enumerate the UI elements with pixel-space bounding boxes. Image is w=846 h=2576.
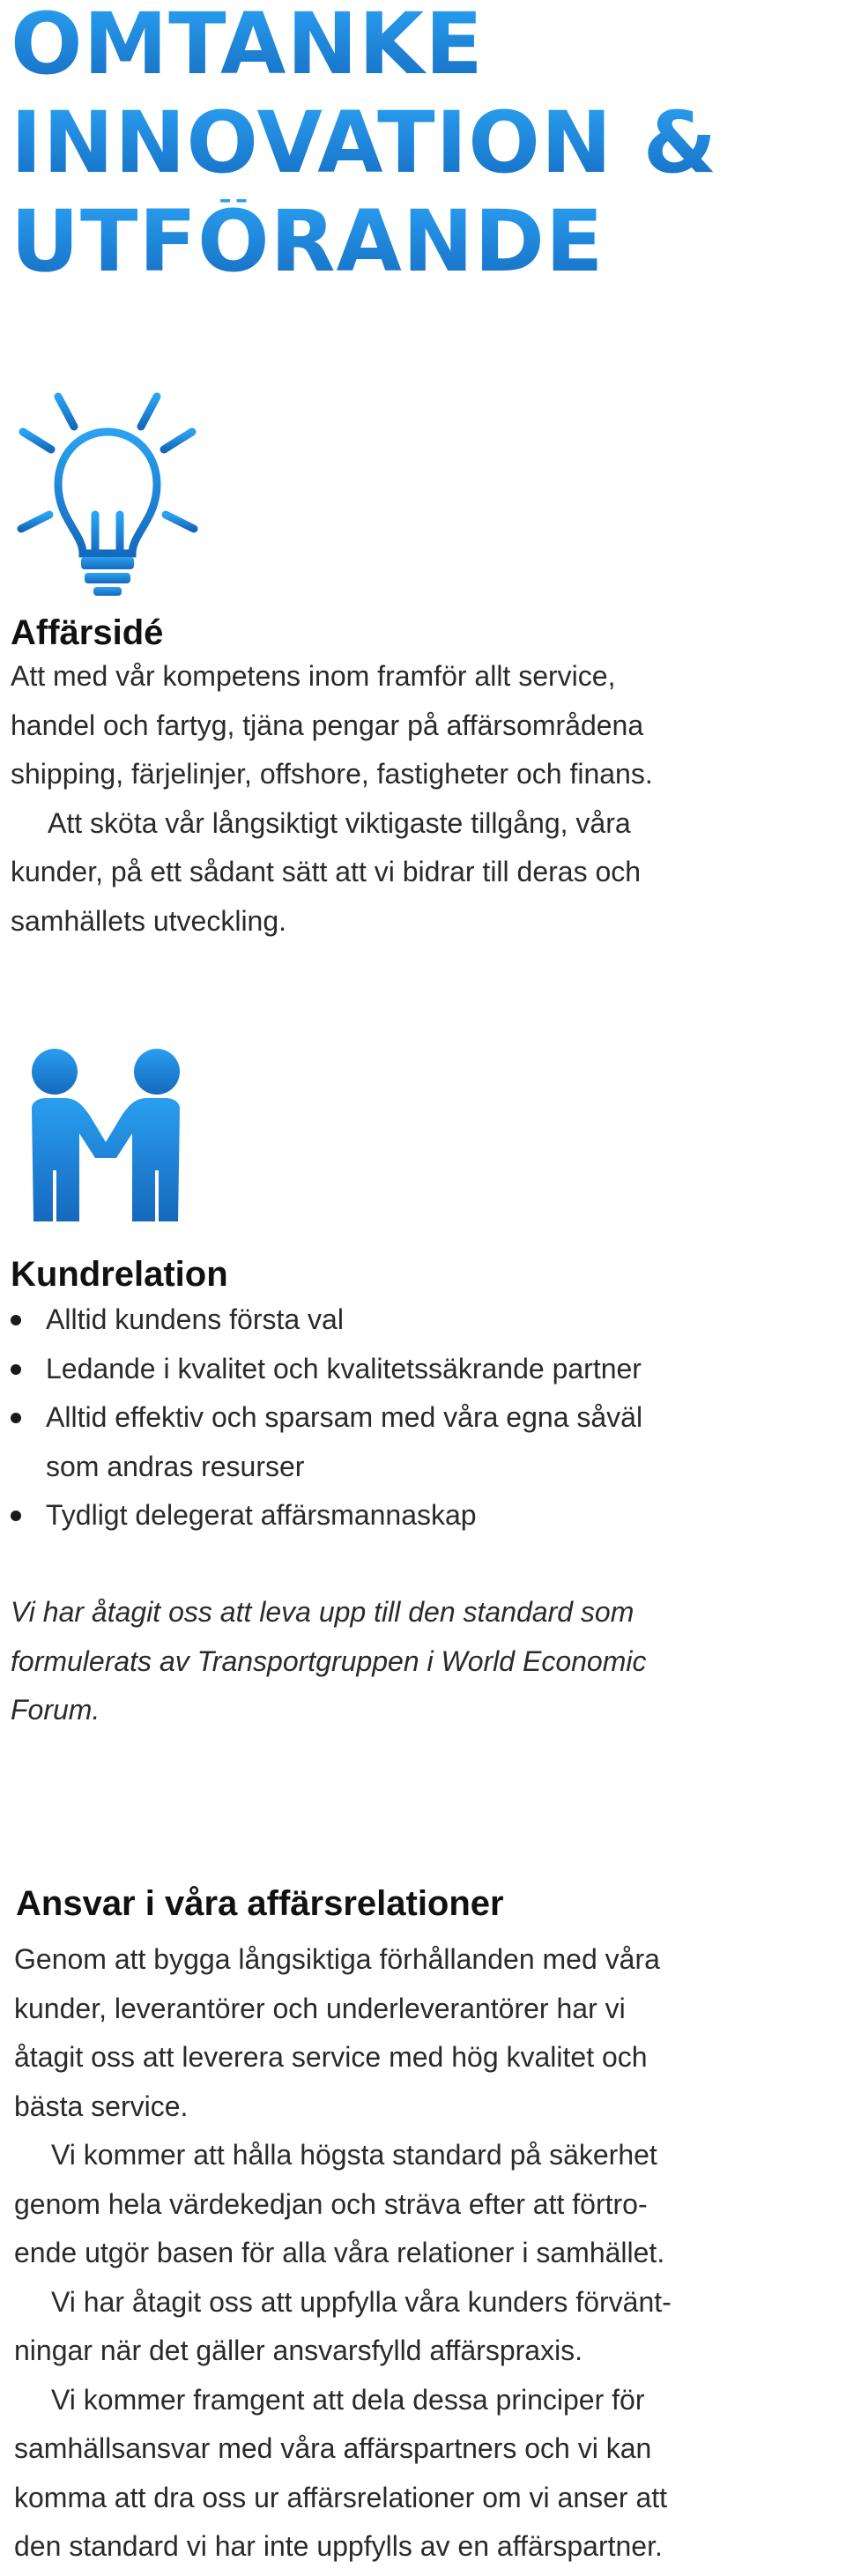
ansvar-line: komma att dra oss ur affärsrelationer om vi anser att xyxy=(14,2481,668,2513)
ansvar-line: samhällsansvar med våra affärspartners och vi kan xyxy=(14,2432,652,2464)
ansvar-line: den standard vi har inte uppfylls av en affärspartner. xyxy=(14,2530,663,2562)
affarside-line: kunder, på ett sådant sätt att vi bidrar till deras och xyxy=(11,856,642,887)
people-holding-hands-icon xyxy=(26,1047,185,1223)
ansvar-line: Vi har åtagit oss att uppfylla våra kunders förvänt- xyxy=(51,2285,672,2318)
list-item xyxy=(11,1393,642,1491)
bullet-icon xyxy=(11,1364,21,1375)
ansvar-heading: Ansvar i våra affärsrelationer xyxy=(16,1884,504,1923)
affarside-line: Att med vår kompetens inom framför allt service, xyxy=(11,660,616,692)
kundrelation-heading: Kundrelation xyxy=(11,1255,228,1294)
affarside-line: handel och fartyg, tjäna pengar på affärsområdena xyxy=(11,709,644,741)
list-item-text: Alltid effektiv och sparsam med våra egna såväl xyxy=(46,1401,643,1433)
affarside-line: Att sköta vår långsiktigt viktigaste tillgång, våra xyxy=(48,806,631,839)
page-title-line-3: UTFÖRANDE xyxy=(11,192,605,291)
affarside-line: shipping, färjelinjer, offshore, fastigheter och finans. xyxy=(11,758,653,790)
bullet-icon xyxy=(11,1511,21,1521)
lightbulb-icon xyxy=(2,377,213,598)
ansvar-line: kunder, leverantörer och underleverantörer har vi xyxy=(14,1992,626,2024)
bullet-icon xyxy=(11,1315,21,1325)
affarside-line: samhällets utveckling. xyxy=(11,904,287,937)
page-title-line-2: INNOVATION & xyxy=(11,93,718,192)
list-item-text: som andras resurser xyxy=(46,1450,305,1482)
list-item xyxy=(11,1491,642,1540)
list-item xyxy=(11,1345,642,1394)
kundrelation-bullet-list xyxy=(11,1295,642,1540)
ansvar-line: åtagit oss att leverera service med hög kvalitet och xyxy=(14,2041,648,2073)
kundrelation-statement xyxy=(11,1588,646,1735)
list-item xyxy=(11,1295,642,1345)
list-item-text: Alltid kundens första val xyxy=(46,1303,344,1335)
ansvar-line: Vi kommer framgent att dela dessa principer för xyxy=(51,2383,645,2416)
ansvar-line: ningar när det gäller ansvarsfylld affärspraxis. xyxy=(14,2335,583,2366)
ansvar-line: Genom att bygga långsiktiga förhållanden med våra xyxy=(14,1943,660,1975)
statement-line: Forum. xyxy=(11,1694,100,1726)
bullet-icon xyxy=(11,1413,21,1423)
affarside-paragraph xyxy=(11,652,653,946)
ansvar-line: genom hela värdekedjan och sträva efter att förtro- xyxy=(14,2187,648,2220)
list-item-text: Tydligt delegerat affärsmannaskap xyxy=(46,1499,477,1531)
ansvar-line: bästa service. xyxy=(14,2090,189,2122)
list-item-text: Ledande i kvalitet och kvalitetssäkrande partner xyxy=(46,1352,642,1385)
affarside-heading: Affärsidé xyxy=(11,613,164,652)
statement-line: formulerats av Transportgruppen i World Economic xyxy=(11,1644,647,1677)
page-title-line-1: OMTANKE xyxy=(11,0,484,93)
ansvar-line: ende utgör basen för alla våra relationer i samhället. xyxy=(14,2237,665,2268)
ansvar-line: Vi kommer att hålla högsta standard på säkerhet xyxy=(51,2139,657,2171)
statement-line: Vi har åtagit oss att leva upp till den standard som xyxy=(11,1596,634,1628)
ansvar-paragraph xyxy=(14,1935,672,2572)
